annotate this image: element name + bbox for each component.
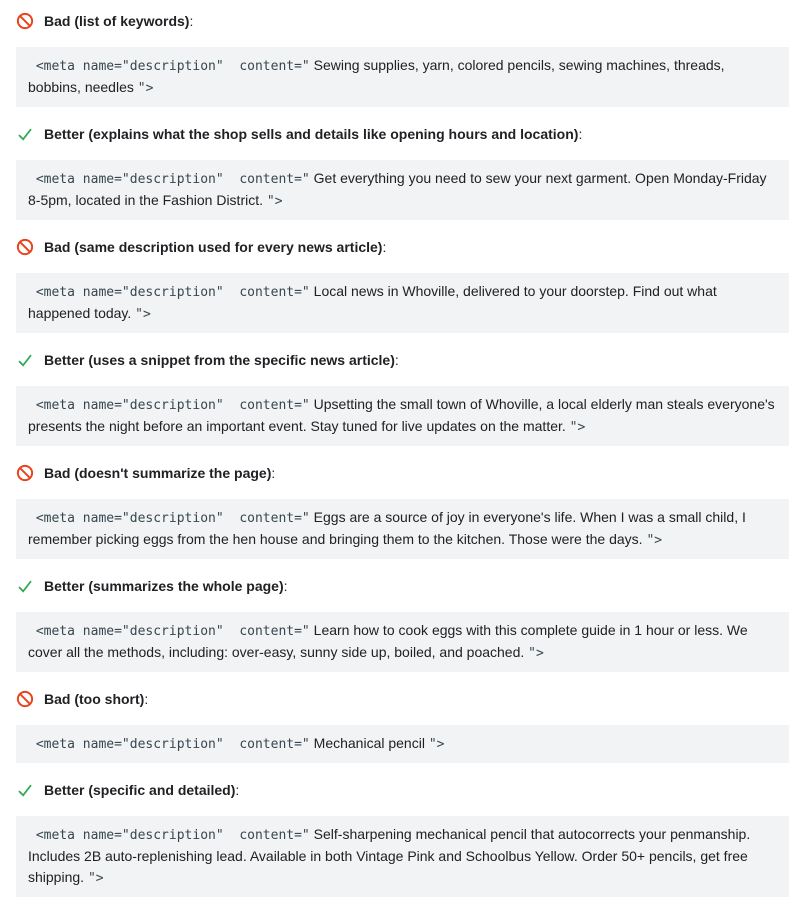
heading-text <box>44 12 193 30</box>
heading-label: Better (summarizes the whole page) <box>44 578 284 594</box>
code-sample <box>16 816 789 897</box>
code-meta-open: <meta name="description" content=" <box>28 624 310 639</box>
code-sample <box>16 725 789 763</box>
code-meta-open: <meta name="description" content=" <box>28 398 310 413</box>
example-section <box>16 351 789 446</box>
heading-label: Bad (too short) <box>44 691 145 707</box>
heading-text <box>44 690 148 708</box>
example-section <box>16 781 789 897</box>
prohibited-icon <box>16 12 34 30</box>
checkmark-icon <box>16 781 34 799</box>
heading-label: Better (uses a snippet from the specific news article) <box>44 352 395 368</box>
code-meta-close: "> <box>646 533 663 548</box>
prohibited-icon <box>16 464 34 482</box>
heading-colon: : <box>235 782 240 798</box>
prohibited-icon <box>16 238 34 256</box>
heading-colon: : <box>382 239 387 255</box>
code-sample <box>16 160 789 220</box>
code-meta-close: "> <box>428 737 445 752</box>
meta-content-text: Mechanical pencil <box>309 735 429 751</box>
meta-content-text: Get everything you need to sew your next garment. Open Monday-Friday 8-5pm, located in the Fashion District. <box>28 170 771 208</box>
code-meta-open: <meta name="description" content=" <box>28 828 310 843</box>
heading-colon: : <box>271 465 276 481</box>
code-sample <box>16 612 789 672</box>
checkmark-icon <box>16 577 34 595</box>
code-meta-close: "> <box>135 307 151 322</box>
heading-label: Bad (same description used for every news article) <box>44 239 383 255</box>
bad-example-heading <box>16 12 789 30</box>
heading-text <box>44 125 582 143</box>
heading-label: Bad (doesn't summarize the page) <box>44 465 272 481</box>
code-meta-open: <meta name="description" content=" <box>28 511 310 526</box>
example-section <box>16 690 789 763</box>
meta-content-text: Self-sharpening mechanical pencil that autocorrects your penmanship. Includes 2B auto-replenishing lead. Available in both Vintage Pink and Schoolbus Yellow. Order 50+ pencils, get free shipping. <box>28 826 755 885</box>
bad-example-heading <box>16 464 789 482</box>
heading-colon: : <box>283 578 288 594</box>
code-sample <box>16 273 789 333</box>
code-sample <box>16 47 789 107</box>
meta-content-text: Eggs are a source of joy in everyone's life. When I was a small child, I remember picking eggs from the hen house and bringing them to the kitchen. Those were the days. <box>28 509 750 547</box>
example-section <box>16 464 789 559</box>
better-example-heading <box>16 577 789 595</box>
meta-content-text: Sewing supplies, yarn, colored pencils, sewing machines, threads, bobbins, needles <box>28 57 729 95</box>
code-meta-open: <meta name="description" content=" <box>28 172 310 187</box>
better-example-heading <box>16 125 789 143</box>
heading-text <box>44 464 275 482</box>
code-meta-close: "> <box>528 646 544 661</box>
example-section <box>16 125 789 220</box>
heading-text <box>44 781 239 799</box>
code-meta-close: "> <box>87 871 104 886</box>
heading-text <box>44 577 288 595</box>
code-sample <box>16 386 789 446</box>
bad-example-heading <box>16 238 789 256</box>
example-section <box>16 577 789 672</box>
heading-colon: : <box>394 352 399 368</box>
heading-label: Better (explains what the shop sells and details like opening hours and location) <box>44 126 579 142</box>
code-sample <box>16 499 789 559</box>
better-example-heading <box>16 781 789 799</box>
code-meta-open: <meta name="description" content=" <box>28 737 310 752</box>
heading-label: Bad (list of keywords) <box>44 13 190 29</box>
prohibited-icon <box>16 690 34 708</box>
example-section <box>16 238 789 333</box>
code-meta-open: <meta name="description" content=" <box>28 59 310 74</box>
example-section <box>16 12 789 107</box>
code-meta-open: <meta name="description" content=" <box>28 285 310 300</box>
bad-example-heading <box>16 690 789 708</box>
heading-colon: : <box>144 691 149 707</box>
checkmark-icon <box>16 351 34 369</box>
code-meta-close: "> <box>266 194 283 209</box>
meta-content-text: Upsetting the small town of Whoville, a local elderly man steals everyone's presents the night before an important event. Stay tuned for live updates on the matter. <box>28 396 779 434</box>
meta-content-text: Local news in Whoville, delivered to your doorstep. Find out what happened today. <box>28 283 721 321</box>
heading-text <box>44 351 399 369</box>
code-meta-close: "> <box>569 420 586 435</box>
heading-colon: : <box>189 13 194 29</box>
code-meta-close: "> <box>137 81 154 96</box>
checkmark-icon <box>16 125 34 143</box>
meta-content-text: Learn how to cook eggs with this complete guide in 1 hour or less. We cover all the methods, including: over-easy, sunny side up, boiled, and poached. <box>28 622 752 660</box>
heading-colon: : <box>578 126 583 142</box>
heading-label: Better (specific and detailed) <box>44 782 236 798</box>
better-example-heading <box>16 351 789 369</box>
heading-text <box>44 238 386 256</box>
